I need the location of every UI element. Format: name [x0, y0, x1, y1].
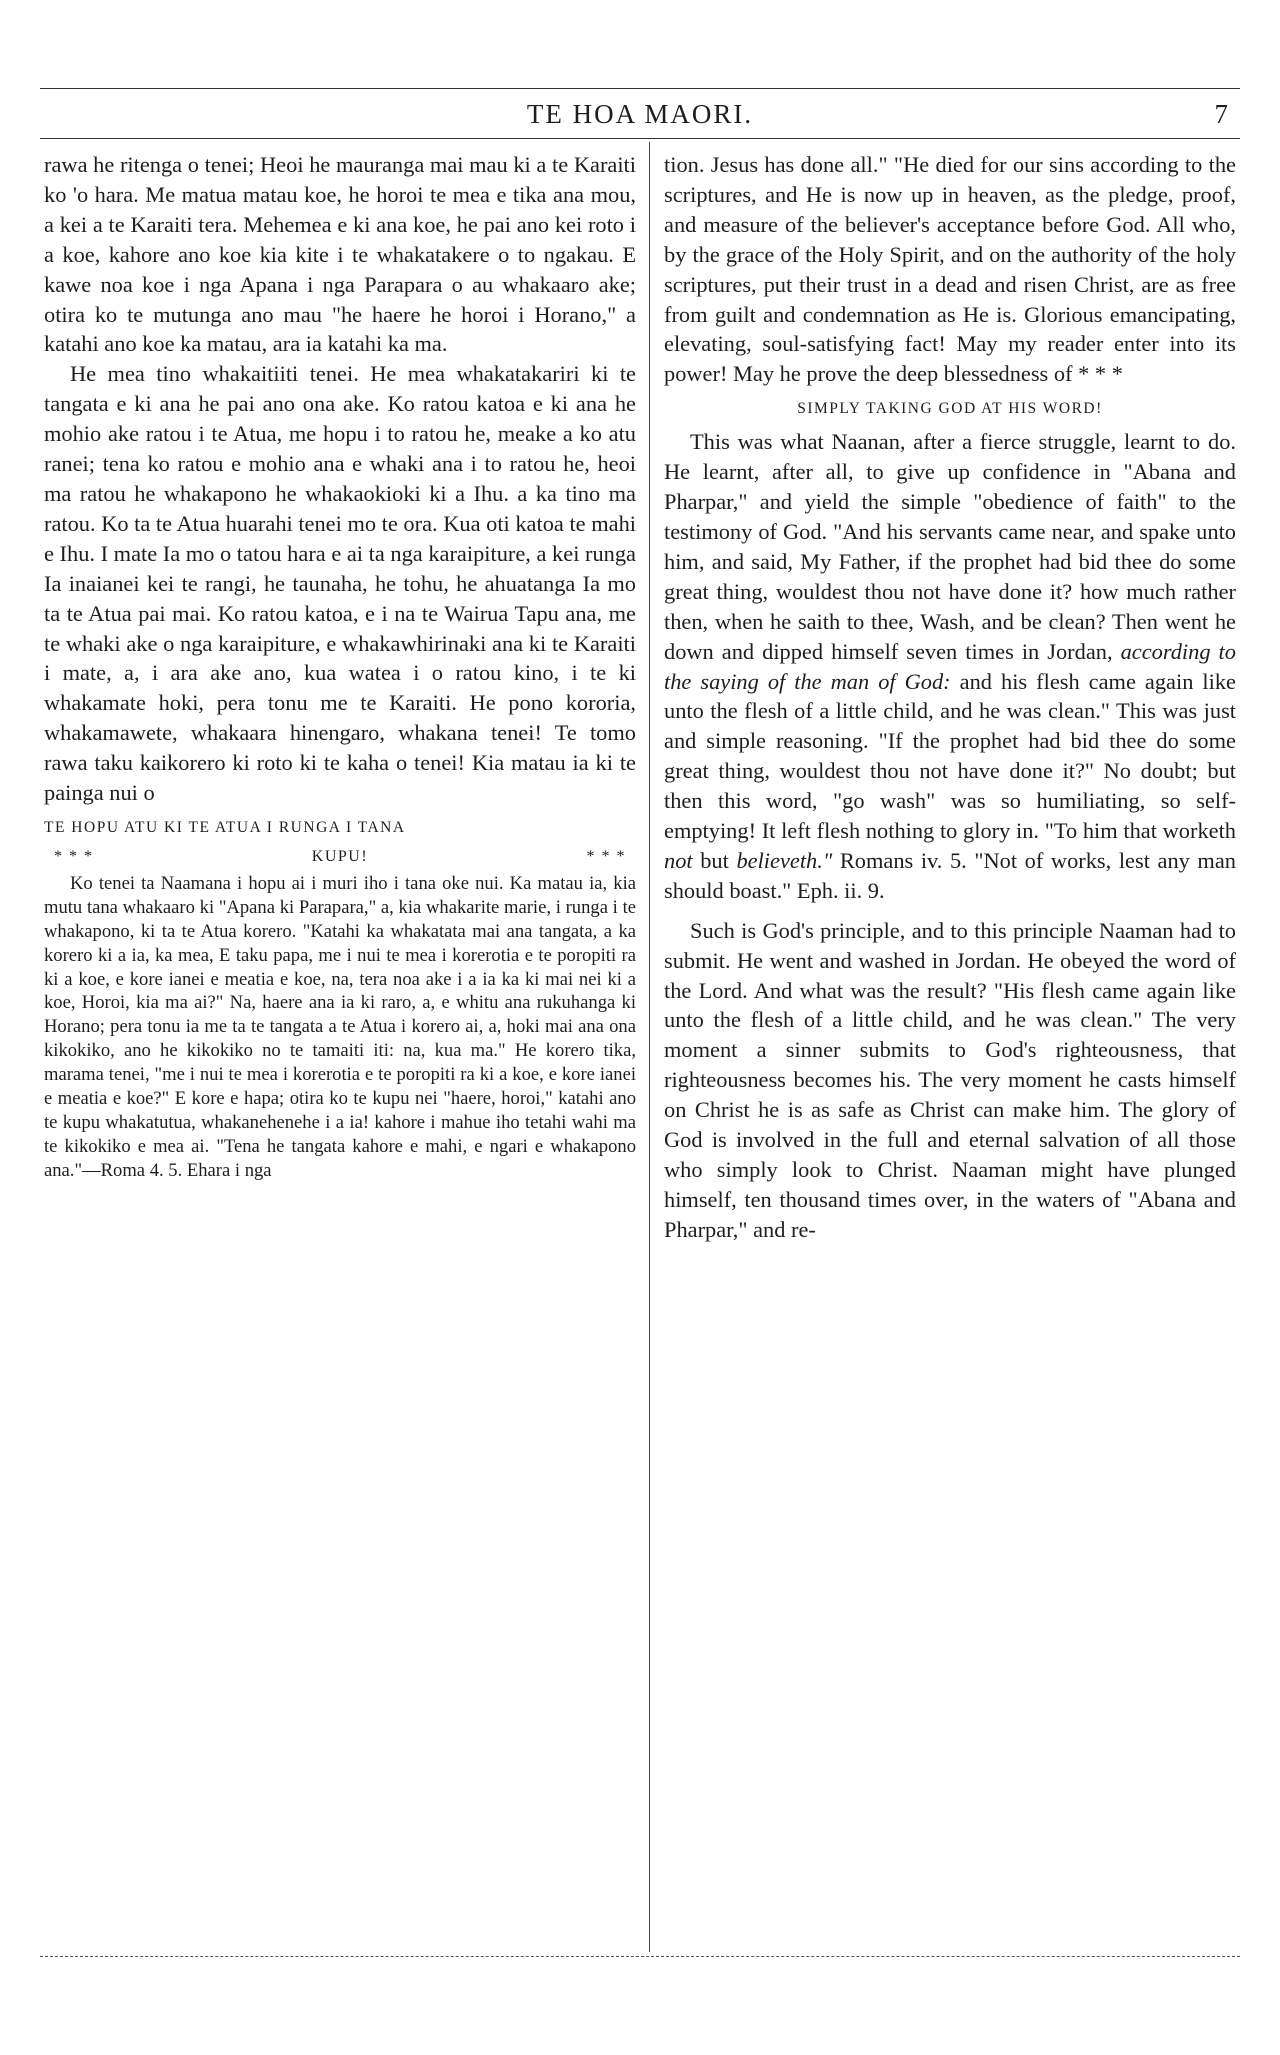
- right-paragraph-2: [664, 427, 1236, 906]
- right-paragraph-2-part-b: and his flesh came again like unto the flesh of a little child, and he was clean." This was just and simple reasoning. "If the prophet had bid thee do some great thing, wouldest thou not have done it?" No doubt; but then this word, "go wash" was so humiliating, so self-emptying! It left flesh nothing to glory in. "To him that worketh: [664, 668, 1236, 844]
- left-subheading: TE HOPU ATU KI TE ATUA I RUNGA I TANA: [44, 818, 406, 836]
- header-rule: [40, 138, 1240, 139]
- right-paragraph-2-believeth: believeth.": [736, 847, 833, 873]
- page-header: [40, 92, 1240, 136]
- left-paragraph-2: He mea tino whakaitiiti tenei. He mea whakatakariri ki te tangata e ki ana he pai ano ona ake. Ko ratou katoa e ki ana he mohio ake ratou i te Atua, me hopu i to ratou he, meake a ko atu ranei; tena ko ratou e mohio ana e whaki ana i to ratou he, heoi ma ratou he whakapono he whakaokioki ki a Ihu. a ka tino ma ratou. Ko ta te Atua huarahi tenei mo te ora. Kua oti katoa te mahi e Ihu. I mate Ia mo o tatou hara e ai ta nga karaipiture, a kei runga Ia inaianei kei te rangi, he taunaha, he tohu, he ahuatanga Ia mo ta te Atua pai mai. Ko ratou katoa, e i na te Wairua Tapu ana, me te whaki ake o nga karaipiture, e whakawhirinaki ana ki te Karaiti i mate, a, i ara ake ano, kua watea i o ratou kino, i te ki whakamate hoki, pera tonu me te Karaiti. He pono kororia, whakamawete, whakaara hinengaro, whakana tenei! Te tomo rawa taku kaikorero ki roto ki te kaha o tenei! Kia matau ia ki te painga nui o: [44, 361, 636, 806]
- right-paragraph-3: Such is God's principle, and to this principle Naaman had to submit. He went and washed in Jordan. He obeyed the word of the Lord. And what was the result? "His flesh came again like unto the flesh of a little child, and he was clean." The very moment a sinner submits to God's righteousness, that righteousness becomes his. The very moment he casts himself on Christ he is as safe as Christ can make him. The glory of God is involved in the full and eternal salvation of all those who simply look to Christ. Naaman might have plunged himself, ten thousand times over, in the waters of "Abana and Pharpar," and re-: [664, 917, 1236, 1242]
- right-column: [664, 150, 1236, 1245]
- column-divider: [649, 142, 650, 1952]
- left-small-text: [44, 872, 636, 1183]
- top-rule: [40, 88, 1240, 89]
- right-paragraph-1-stars: * * *: [1078, 361, 1123, 387]
- page-title: TE HOA MAORI.: [526, 99, 754, 129]
- right-paragraph-2-part-a: This was what Naanan, after a fierce struggle, learnt to do. He learnt, after all, to give up confidence in "Abana and Pharpar," and yield the simple "obedience of faith" to the testimony of God. "And his servants came near, and spake unto him, and said, My Father, if the prophet had bid thee do some great thing, wouldest thou not have done it? how much rather then, when he saith to thee, Wash, and be clean? Then went he down and dipped himself seven times in Jordan,: [664, 429, 1236, 664]
- subheading-word: KUPU!: [311, 847, 369, 865]
- subheading-stars-left: * * *: [54, 847, 94, 865]
- newspaper-page: [40, 88, 1240, 2008]
- right-paragraph-2-part-c: but: [700, 847, 729, 873]
- right-paragraph-2-not: not: [664, 847, 693, 873]
- right-paragraph-2-italic: according to the saying of the man of God:: [664, 638, 1236, 694]
- bottom-rule: [40, 1956, 1240, 1957]
- right-subheading: SIMPLY TAKING GOD AT HIS WORD!: [797, 400, 1103, 418]
- left-paragraph-1: rawa he ritenga o tenei; Heoi he mauranga mai mau ki a te Karaiti ko 'o hara. Me matua matau koe, he horoi te mea e tika ana mou, a kei a te Karaiti tera. Mehemea e ki ana koe, he pai ano kei roto i a koe, kahore ano koe kia kite i te whakatakere o to ngakau. E kawe noa koe i nga Apana i nga Parapara o au whakaaro ake; otira ko te mutunga ano mau "he haere he horoi i Horano," a katahi ano koe ka matau, ara ia katahi ka ma.: [44, 152, 636, 357]
- right-paragraph-2-part-d: Romans iv. 5. "Not of works, lest any man should boast." Eph. ii. 9.: [664, 847, 1236, 903]
- left-small-paragraph: Ko tenei ta Naamana i hopu ai i muri iho i tana oke nui. Ka matau ia, kia mutu tana whakaaro ki "Apana ki Parapara," a, kia whakarite marie, i runga i te whakapono, ki ta te Atua korero. "Katahi ka whakatata mai ana tangata, a ka korero ki a ia, ka mea, E taku papa, me i nui te mea i korerotia e te poropiti ra ki a koe, e kore ianei e meatia e koe, na, tera noa ake i a ia ka ki mai nei ki a koe, Horoi, kia ma ai?" Na, haere ana ia ki raro, a, e whitu ana rukuhanga ki Horano; pera tonu ia me ta te tangata a te Atua i korero ai, a, hoki mai ana ona kikokiko, ano he kikokiko no te tamaiti iti: na, kua ma." He korero tika, marama tenei, "me i nui te mea i korerotia e te poropiti ra ki a koe, e kore ianei e meatia e koe?" E kore e hapa; otira ko te kupu nei "haere, horoi," katahi ano te kupu whakatutua, whakanehenehe i a ia! kahore i mahue iho tetahi wahi ma te kikokiko e mea ai. "Tena he tangata kahore e mahi, e ngari e whakapono ana."—Roma 4. 5. Ehara i nga: [44, 872, 636, 1181]
- page-number: 7: [1214, 99, 1228, 129]
- right-paragraph-1: [664, 150, 1236, 389]
- right-paragraph-1-text: tion. Jesus has done all." "He died for our sins according to the scriptures, and He is now up in heaven, as the pledge, proof, and measure of the believer's acceptance before God. All who, by the grace of the Holy Spirit, and on the authority of the holy scriptures, put their trust in a dead and risen Christ, are as free from guilt and condemnation as He is. Glorious emancipating, elevating, soul-satisfying fact! May my reader enter into its power! May he prove the deep blessedness of: [664, 152, 1236, 387]
- left-subheading-line-2: [44, 848, 636, 866]
- left-column: [44, 150, 636, 1183]
- subheading-stars-right: * * *: [586, 847, 626, 865]
